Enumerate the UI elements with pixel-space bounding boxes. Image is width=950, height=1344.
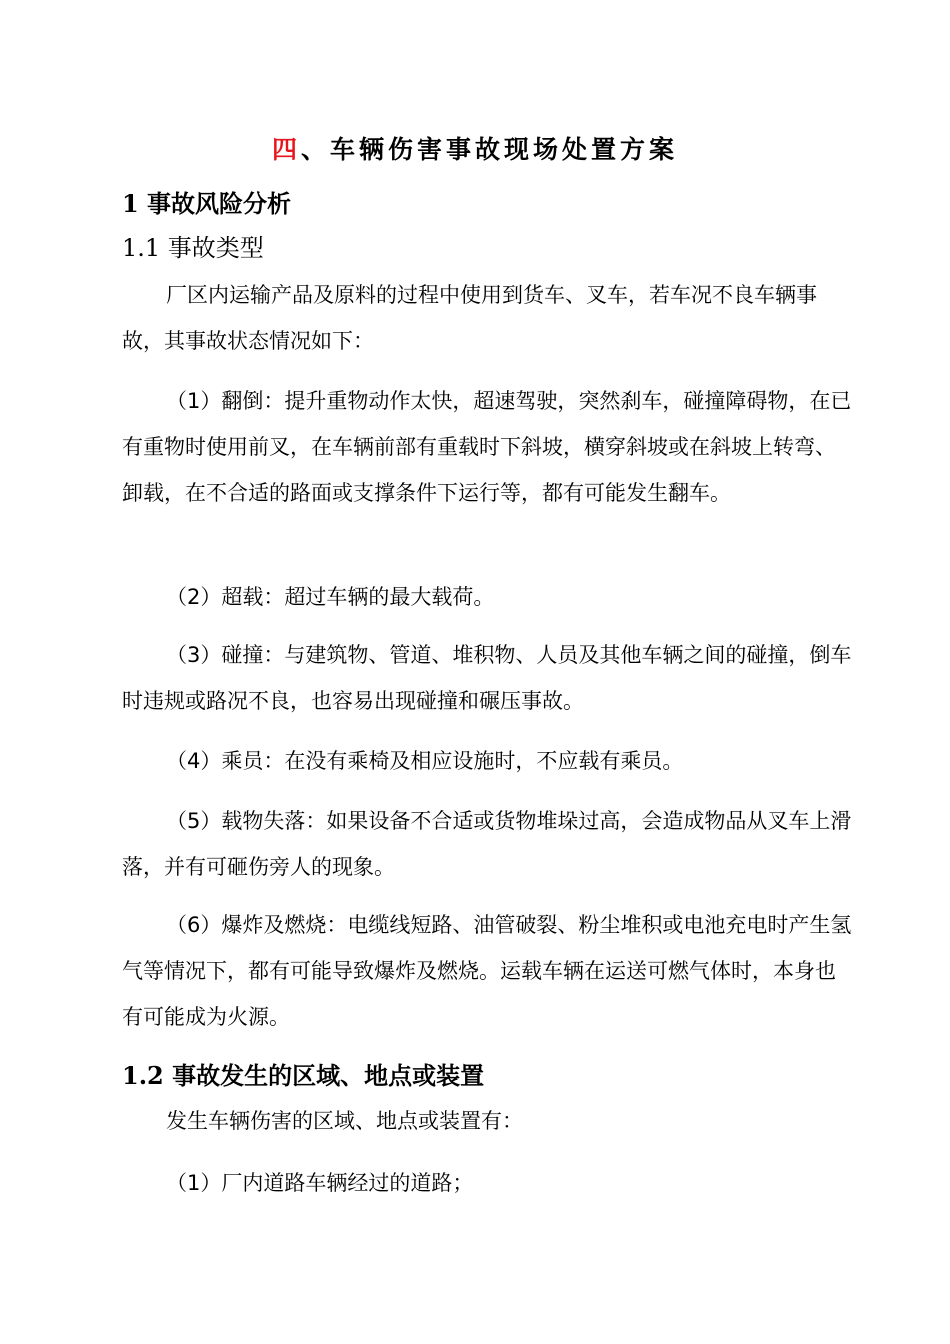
accident-type-item-3: （3）碰撞：与建筑物、管道、堆积物、人员及其他车辆之间的碰撞，倒车时违规或路况不良，也容易出现碰撞和碾压事故。 [122,643,852,713]
accident-type-item-1: （1）翻倒：提升重物动作太快，超速驾驶，突然刹车，碰撞障碍物，在已有重物时使用前叉，在车辆前部有重载时下斜坡，横穿斜坡或在斜坡上转弯、卸载，在不合适的路面或支撑条件下运行等，都有可能发生翻车。 [122,389,852,505]
title-number: 四 [271,135,301,164]
section-1-2-heading: 1.2 事故发生的区域、地点或装置 [122,1061,485,1090]
accident-type-item-6: （6）爆炸及燃烧：电缆线短路、油管破裂、粉尘堆积或电池充电时产生氢气等情况下，都有可能导致爆炸及燃烧。运载车辆在运送可燃气体时，本身也有可能成为火源。 [122,913,852,1029]
section-1-1-heading: 1.1 事故类型 [122,234,264,262]
location-item-1: （1）厂内道路车辆经过的道路； [166,1171,474,1195]
title-text: 、车辆伤害事故现场处置方案 [301,135,679,164]
accident-type-item-4: （4）乘员：在没有乘椅及相应设施时，不应载有乘员。 [166,749,684,773]
section-1-1-intro: 厂区内运输产品及原料的过程中使用到货车、叉车，若车况不良车辆事故，其事故状态情况如下： [122,283,817,353]
section-1-heading: 1 事故风险分析 [122,189,292,218]
section-1-2-intro: 发生车辆伤害的区域、地点或装置有： [166,1109,523,1133]
document-title [0,130,950,170]
accident-type-item-2: （2）超载：超过车辆的最大载荷。 [166,585,495,609]
accident-type-item-5: （5）载物失落：如果设备不合适或货物堆垛过高，会造成物品从叉车上滑落，并有可砸伤旁人的现象。 [122,809,852,879]
